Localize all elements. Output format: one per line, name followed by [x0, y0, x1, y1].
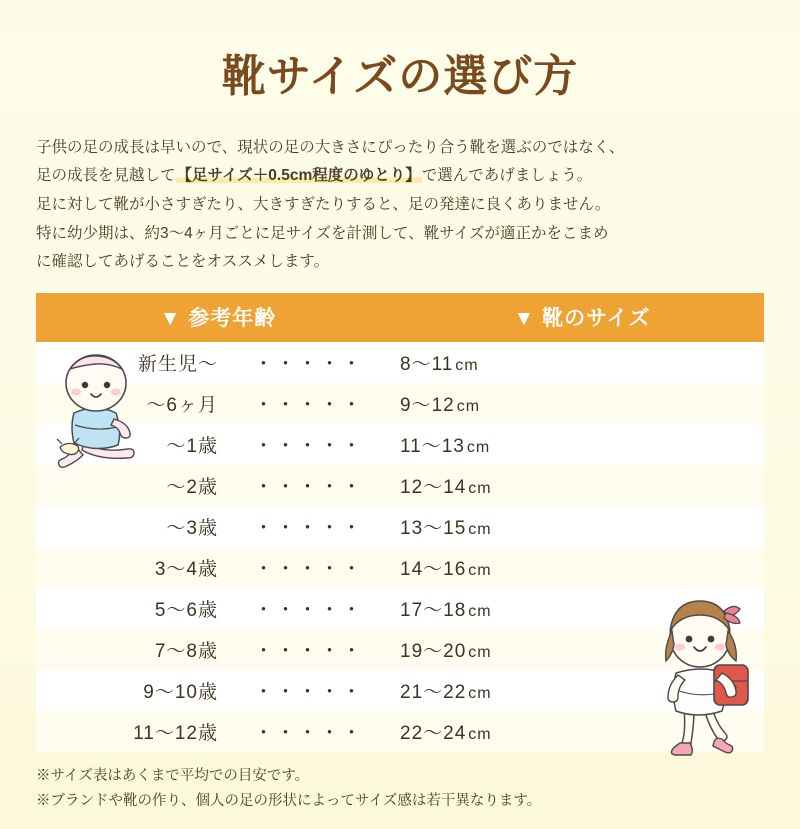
cell-size-value: 19〜20 — [400, 641, 467, 663]
cell-dots: ・・・・・ — [218, 424, 400, 465]
cell-dots: ・・・・・ — [218, 711, 400, 752]
cell-size-unit: cm — [456, 398, 481, 416]
cell-size-value: 22〜24 — [400, 723, 467, 745]
column-header-size: ▼ 靴のサイズ — [400, 293, 764, 342]
intro-line-4-text: 特に幼少期は、約3〜4ヶ月ごとに足サイズを計測して、靴サイズが適正かをこまめ — [36, 224, 609, 242]
cell-size-value: 13〜15 — [400, 518, 467, 540]
intro-line-5-text: に確認してあげることをオススメします。 — [36, 253, 330, 271]
intro-line-2 — [36, 162, 764, 191]
table-row — [36, 547, 764, 588]
cell-age: 11〜12歳 — [36, 711, 218, 752]
cell-size-value: 17〜18 — [400, 600, 467, 622]
table-row — [36, 670, 764, 711]
column-header-age: ▼ 参考年齢 — [36, 293, 400, 342]
cell-dots: ・・・・・ — [218, 342, 400, 383]
cell-size-unit: cm — [468, 603, 492, 621]
cell-size — [400, 547, 764, 588]
cell-age: 3〜4歳 — [36, 547, 218, 588]
table-row — [36, 588, 764, 629]
size-table-body — [36, 342, 764, 752]
size-table — [36, 293, 764, 752]
cell-dots: ・・・・・ — [218, 629, 400, 670]
cell-size — [400, 465, 764, 506]
intro-highlight: 【足サイズ＋0.5cm程度のゆとり】 — [176, 167, 421, 185]
cell-size-unit: cm — [468, 644, 492, 662]
cell-size — [400, 588, 764, 629]
cell-age: 7〜8歳 — [36, 629, 218, 670]
intro-line-5 — [36, 248, 764, 277]
shoe-size-guide-page — [0, 29, 800, 829]
cell-age: 〜1歳 — [36, 424, 218, 465]
size-table-head — [36, 293, 764, 342]
intro-line-3 — [36, 191, 764, 220]
cell-size-value: 12〜14 — [400, 477, 467, 499]
table-row — [36, 711, 764, 752]
cell-dots: ・・・・・ — [218, 465, 400, 506]
intro-line-1 — [36, 134, 764, 163]
cell-dots: ・・・・・ — [218, 670, 400, 711]
intro-line-1-text: 子供の足の成長は早いので、現状の足の大きさにぴったり合う靴を選ぶのではなく、 — [36, 138, 625, 156]
cell-age: 〜6ヶ月 — [36, 383, 218, 424]
table-row — [36, 424, 764, 465]
cell-size-value: 11〜13 — [400, 436, 465, 458]
cell-size-value: 9〜12 — [400, 395, 455, 417]
notes-block — [36, 764, 764, 813]
cell-size — [400, 629, 764, 670]
cell-size — [400, 383, 764, 424]
cell-size-value: 8〜11 — [400, 354, 454, 376]
cell-size-unit: cm — [455, 357, 479, 375]
cell-size-unit: cm — [468, 685, 492, 703]
cell-size — [400, 506, 764, 547]
cell-dots: ・・・・・ — [218, 547, 400, 588]
table-row — [36, 383, 764, 424]
intro-line-2-prefix: 足の成長を見越して — [36, 167, 176, 185]
cell-dots: ・・・・・ — [218, 506, 400, 547]
cell-size-unit: cm — [468, 726, 492, 744]
cell-size — [400, 424, 764, 465]
cell-size-value: 14〜16 — [400, 559, 467, 581]
intro-line-4 — [36, 220, 764, 249]
cell-age: 〜2歳 — [36, 465, 218, 506]
cell-size-unit: cm — [468, 562, 492, 580]
cell-size — [400, 342, 764, 383]
size-table-wrapper — [36, 293, 764, 752]
cell-size-value: 21〜22 — [400, 682, 467, 704]
cell-age: 〜3歳 — [36, 506, 218, 547]
cell-size-unit: cm — [466, 439, 491, 457]
note-2: ※ブランドや靴の作り、個人の足の形状によってサイズ感は若干異なります。 — [36, 792, 542, 809]
intro-line-2-suffix: で選んであげましょう。 — [421, 167, 593, 185]
cell-age: 9〜10歳 — [36, 670, 218, 711]
cell-age: 5〜6歳 — [36, 588, 218, 629]
table-row — [36, 629, 764, 670]
intro-paragraph — [36, 134, 764, 277]
table-row — [36, 342, 764, 383]
note-1: ※サイズ表はあくまで平均での目安です。 — [36, 768, 310, 785]
cell-dots: ・・・・・ — [218, 383, 400, 424]
intro-line-3-text: 足に対して靴が小さすぎたり、大きすぎたりすると、足の発達に良くありません。 — [36, 196, 611, 214]
size-table-header-row — [36, 293, 764, 342]
table-row — [36, 506, 764, 547]
cell-size — [400, 670, 764, 711]
cell-age: 新生児〜 — [36, 342, 218, 383]
cell-size-unit: cm — [468, 480, 492, 498]
cell-size-unit: cm — [468, 521, 492, 539]
cell-dots: ・・・・・ — [218, 588, 400, 629]
cell-size — [400, 711, 764, 752]
page-title: 靴サイズの選び方 — [221, 52, 579, 102]
table-row — [36, 465, 764, 506]
